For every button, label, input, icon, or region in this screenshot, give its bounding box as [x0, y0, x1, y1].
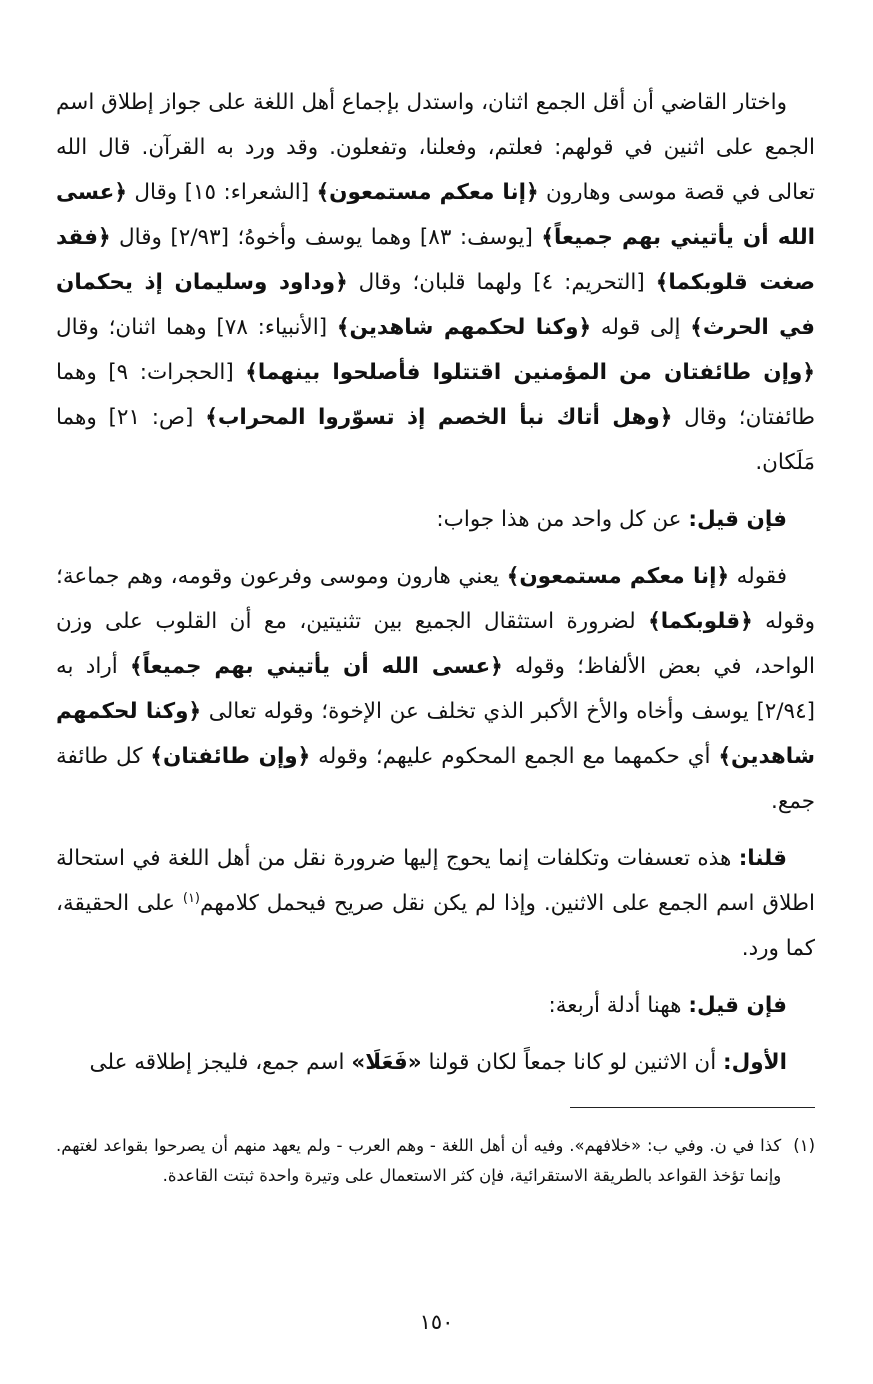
quran-quote: ﴿إنا معكم مستمعون﴾: [316, 180, 539, 205]
bold-lead: الأول:: [723, 1050, 787, 1075]
text-run: [ص: ٢١] وهما مَلَكان.: [56, 405, 815, 475]
quran-quote: ﴿عسى الله أن يأتيني بهم جميعاً﴾: [56, 180, 816, 250]
quran-quote: ﴿عسى الله أن يأتيني بهم جميعاً﴾: [130, 654, 503, 679]
quran-quote: ﴿إنا معكم مستمعون﴾: [506, 564, 730, 589]
quran-quote: ﴿وداود وسليمان إذ يحكمان في الحرث﴾: [56, 270, 815, 340]
footnote-ref: (١): [182, 890, 200, 906]
text-run: [الحجرات: ٩] وهما طائفتان؛ وقال: [56, 360, 815, 430]
paragraph: [56, 554, 815, 824]
text-run: على الحقيقة، كما ورد.: [56, 891, 815, 961]
quran-quote: ﴿قلوبكما﴾: [648, 609, 753, 634]
quran-quote: ﴿وكنا لحكمهم شاهدين﴾: [56, 699, 815, 769]
text-run: [يوسف: ٨٣] وهما يوسف وأخوهُ؛ [٢/٩٣] وقال: [110, 225, 542, 250]
text-run: [الشعراء: ١٥] وقال: [126, 180, 317, 205]
quran-quote: ﴿وكنا لحكمهم شاهدين﴾: [336, 315, 592, 340]
quran-quote: ﴿فقد صغت قلوبكما﴾: [56, 225, 815, 295]
paragraph: [56, 836, 815, 971]
quran-quote: ﴿وإن طائفتان﴾: [150, 744, 311, 769]
text-run: عن كل واحد من هذا جواب:: [436, 507, 689, 532]
bold-lead: فإن قيل:: [688, 993, 787, 1018]
text-run: أي حكمهما مع الجمع المحكوم عليهم؛ وقوله: [310, 744, 719, 769]
bold-lead: فإن قيل:: [688, 507, 787, 532]
quran-quote: ﴿وإن طائفتان من المؤمنين اقتتلوا فأصلحوا بينهما﴾: [245, 360, 815, 385]
bold-lead: «فَعَلَا»: [351, 1050, 422, 1075]
main-text: [56, 80, 815, 1085]
paragraph: [56, 1040, 815, 1085]
text-run: أراد به [٢/٩٤] يوسف وأخاه والأخ الأكبر الذي تخلف عن الإخوة؛ وقوله تعالى: [56, 654, 816, 724]
text-run: يعني هارون وموسى وفرعون وقومه، وهم جماعة؛ وقوله: [56, 564, 815, 634]
text-run: لضرورة استثقال الجميع بين تثنيتين، مع أن القلوب على وزن الواحد، في بعض الألفاظ؛ وقوله: [56, 609, 815, 679]
footnote: [56, 1131, 815, 1191]
footnote-divider: [570, 1107, 815, 1108]
text-run: فقوله: [729, 564, 787, 589]
page-number: ١٥٠: [419, 1310, 454, 1334]
text-run: اسم جمع، فليجز إطلاقه على: [89, 1050, 352, 1075]
text-run: إلى قوله: [591, 315, 691, 340]
paragraph: [56, 497, 815, 542]
text-run: كل طائفة جمع.: [56, 744, 815, 814]
paragraph: [56, 80, 815, 485]
text-run: هذه تعسفات وتكلفات إنما يحوج إليها ضرورة نقل من أهل اللغة في استحالة اطلاق اسم الجمع على الاثنين. وإذا لم يكن نقل صريح فيحمل كلامهم: [56, 846, 815, 916]
footnote-text: كذا في ن. وفي ب: «خلافهم». وفيه أن أهل اللغة - وهم العرب - ولم يعهد منهم أن يصرحوا بقواعد لغتهم. وإنما تؤخذ القواعد بالطريقة الاستقرائية، فإن كثر الاستعمال على وتيرة واحدة ثبتت القاعدة.: [56, 1136, 782, 1185]
paragraph: [56, 983, 815, 1028]
text-run: واختار القاضي أن أقل الجمع اثنان، واستدل بإجماع أهل اللغة على جواز إطلاق اسم الجمع على اثنين في قولهم: فعلتم، وفعلنا، وتفعلون. وقد ورد به القرآن. قال الله تعالى في قصة موسى وهارون: [56, 90, 816, 205]
bold-lead: قلنا:: [738, 846, 787, 871]
text-run: [الأنبياء: ٧٨] وهما اثنان؛ وقال: [56, 315, 337, 340]
quran-quote: ﴿وهل أتاك نبأ الخصم إذ تسوّروا المحراب﴾: [205, 405, 673, 430]
text-run: ههنا أدلة أربعة:: [548, 993, 689, 1018]
footnote-number: (١): [793, 1136, 815, 1155]
text-run: [التحريم: ٤] ولهما قلبان؛ وقال: [347, 270, 656, 295]
text-run: أن الاثنين لو كانا جمعاً لكان قولنا: [421, 1050, 723, 1075]
